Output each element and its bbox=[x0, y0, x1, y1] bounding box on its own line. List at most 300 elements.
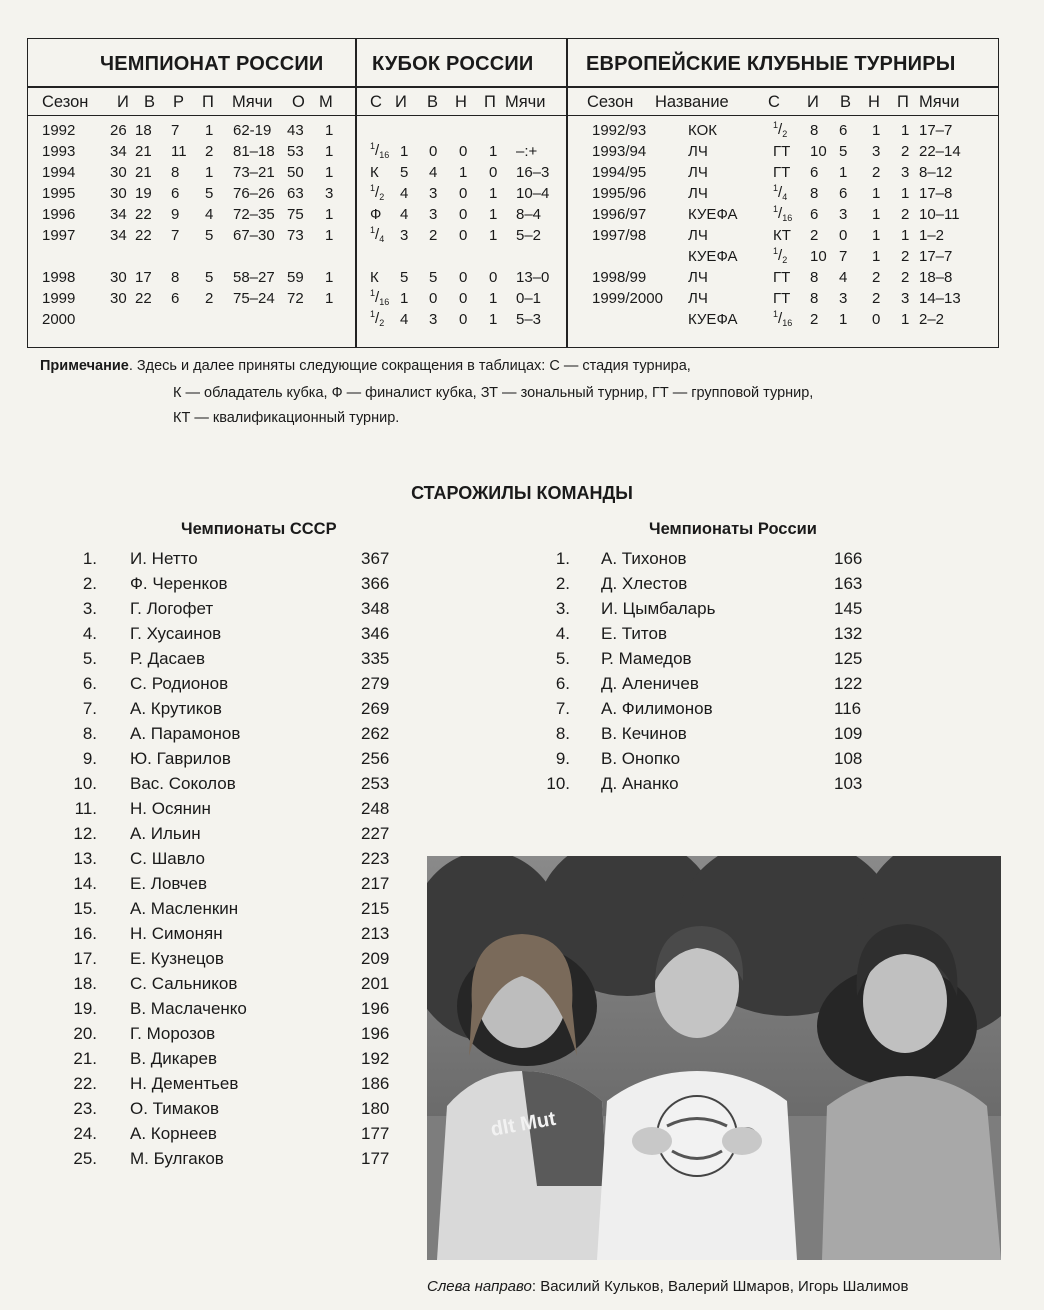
note-line-1 bbox=[40, 359, 691, 374]
euro-table-cell: 3 bbox=[901, 290, 910, 307]
champ-table-cell: 6 bbox=[171, 185, 180, 202]
veteran-matches: 215 bbox=[361, 899, 390, 918]
euro-column-header: Н bbox=[868, 93, 880, 111]
euro-table-cell: 6 bbox=[810, 206, 819, 223]
cup-table-cell: 4 bbox=[400, 311, 409, 328]
champ-table-cell: 5 bbox=[205, 227, 214, 244]
veteran-matches: 196 bbox=[361, 1024, 390, 1043]
veteran-rank: 4. bbox=[82, 624, 97, 643]
veteran-matches: 227 bbox=[361, 824, 390, 843]
euro-table-cell: 2 bbox=[901, 269, 910, 286]
euro-table-cell: 4 bbox=[839, 269, 848, 286]
veteran-matches: 166 bbox=[834, 549, 863, 568]
veteran-matches: 196 bbox=[361, 999, 390, 1018]
team-photo bbox=[427, 856, 1001, 1260]
cup-table-cell: К bbox=[370, 164, 379, 181]
veteran-rank: 10. bbox=[73, 774, 97, 793]
cup-table-cell: 0 bbox=[459, 227, 468, 244]
euro-table-cell: 1998/99 bbox=[592, 269, 647, 286]
euro-table-cell: $^1/_{16}$ bbox=[773, 204, 793, 223]
champ-table-cell: 75–24 bbox=[233, 290, 275, 307]
cup-table-cell: Ф bbox=[370, 206, 382, 223]
veteran-name: И. Нетто bbox=[130, 549, 198, 568]
champ-column-header: О bbox=[292, 93, 305, 111]
veteran-name: В. Кечинов bbox=[601, 724, 687, 743]
veteran-rank: 15. bbox=[73, 899, 97, 918]
cup-table-cell: 0 bbox=[489, 164, 498, 181]
euro-table-cell: ГТ bbox=[773, 290, 791, 307]
euro-table-cell: 2 bbox=[901, 206, 910, 223]
champ-column-header: В bbox=[144, 93, 156, 111]
euro-table-cell: 18–8 bbox=[919, 269, 953, 286]
euro-table-cell: 1999/2000 bbox=[592, 290, 663, 307]
veteran-rank: 1. bbox=[555, 549, 570, 568]
shirt-lettering: dlt Mut bbox=[489, 1107, 558, 1141]
champ-table-cell: 1 bbox=[325, 122, 334, 139]
champ-table-cell: 8 bbox=[171, 164, 180, 181]
cup-table-cell: 2 bbox=[429, 227, 438, 244]
euro-table-cell: 1 bbox=[839, 164, 848, 181]
cup-table-cell: 3 bbox=[400, 227, 409, 244]
champ-table-cell: 7 bbox=[171, 227, 180, 244]
euro-table-cell: 0 bbox=[872, 311, 881, 328]
cup-column-header: П bbox=[484, 93, 496, 111]
veteran-rank: 5. bbox=[555, 649, 570, 668]
euro-table-cell: 2 bbox=[872, 269, 881, 286]
veteran-matches: 223 bbox=[361, 849, 390, 868]
veteran-matches: 209 bbox=[361, 949, 390, 968]
cup-table-cell: 1 bbox=[489, 185, 498, 202]
cup-column-header: В bbox=[427, 93, 439, 111]
euro-table-cell: 1992/93 bbox=[592, 122, 647, 139]
euro-table-cell: 1993/94 bbox=[592, 143, 647, 160]
cup-table-cell: $^1/_2$ bbox=[370, 309, 385, 328]
cup-table-cell: 1 bbox=[489, 290, 498, 307]
euro-column-header: В bbox=[840, 93, 852, 111]
champ-table-cell: 34 bbox=[110, 143, 127, 160]
veteran-name: Г. Логофет bbox=[130, 599, 214, 618]
champ-table-cell: 1 bbox=[325, 143, 334, 160]
club-statistics-table bbox=[27, 38, 999, 348]
euro-table-cell: 1 bbox=[839, 311, 848, 328]
champ-table-cell: 73–21 bbox=[233, 164, 275, 181]
caption-prefix: Слева направо bbox=[427, 1278, 532, 1295]
euro-table-cell: 2 bbox=[872, 164, 881, 181]
team-photo-image bbox=[427, 856, 1001, 1260]
veteran-name: А. Тихонов bbox=[601, 549, 687, 568]
cup-table-cell: 3 bbox=[429, 206, 438, 223]
euro-table-cell: 17–8 bbox=[919, 185, 953, 202]
cup-table-cell: 3 bbox=[429, 185, 438, 202]
cup-table-cell: 1 bbox=[489, 311, 498, 328]
euro-table-cell: 14–13 bbox=[919, 290, 961, 307]
veteran-name: А. Крутиков bbox=[130, 699, 222, 718]
champ-table-cell: 50 bbox=[287, 164, 304, 181]
header-divider bbox=[28, 86, 998, 88]
cup-table-cell: 1 bbox=[400, 143, 409, 160]
euro-table-cell: 1 bbox=[872, 206, 881, 223]
veteran-matches: 125 bbox=[834, 649, 863, 668]
champ-table-cell: 9 bbox=[171, 206, 180, 223]
euro-table-cell: $^1/_2$ bbox=[773, 120, 788, 139]
russian-championship-title: ЧЕМПИОНАТ РОССИИ bbox=[100, 53, 324, 75]
veteran-matches: 186 bbox=[361, 1074, 390, 1093]
euro-table-cell: ЛЧ bbox=[688, 269, 708, 286]
champ-table-cell: 34 bbox=[110, 206, 127, 223]
photo-caption bbox=[427, 1278, 909, 1295]
euro-table-cell: 1994/95 bbox=[592, 164, 647, 181]
veteran-name: Н. Симонян bbox=[130, 924, 223, 943]
euro-table-cell: 8 bbox=[810, 290, 819, 307]
veteran-name: С. Шавло bbox=[130, 849, 205, 868]
veteran-rank: 3. bbox=[555, 599, 570, 618]
champ-table-cell: 43 bbox=[287, 122, 304, 139]
veteran-name: О. Тимаков bbox=[130, 1099, 220, 1118]
champ-table-cell: 1994 bbox=[42, 164, 76, 181]
euro-table-cell: 1 bbox=[901, 185, 910, 202]
euro-column-header: С bbox=[768, 93, 780, 111]
veteran-matches: 248 bbox=[361, 799, 390, 818]
note-line-2: К — обладатель кубка, Ф — финалист кубка, ЗТ — зональный турнир, ГТ — групповой турнир, bbox=[173, 385, 814, 401]
euro-column-header: Сезон bbox=[587, 93, 634, 111]
euro-table-cell: 6 bbox=[839, 122, 848, 139]
veteran-rank: 23. bbox=[73, 1099, 97, 1118]
cup-table-cell: $^1/_2$ bbox=[370, 183, 385, 202]
champ-table-cell: 3 bbox=[325, 185, 334, 202]
veteran-matches: 279 bbox=[361, 674, 390, 693]
euro-column-header: Мячи bbox=[919, 93, 960, 111]
euro-table-cell: 8 bbox=[810, 269, 819, 286]
euro-table-cell: 1997/98 bbox=[592, 227, 647, 244]
champ-table-cell: 1996 bbox=[42, 206, 76, 223]
champ-table-cell: 73 bbox=[287, 227, 304, 244]
champ-table-cell: 17 bbox=[135, 269, 152, 286]
veteran-rank: 4. bbox=[555, 624, 570, 643]
champ-table-cell: 22 bbox=[135, 290, 152, 307]
euro-table-cell: 3 bbox=[839, 206, 848, 223]
cup-table-cell: 1 bbox=[489, 206, 498, 223]
champ-table-cell: 19 bbox=[135, 185, 152, 202]
euro-table-cell: ЛЧ bbox=[688, 143, 708, 160]
cup-table-cell: 0 bbox=[459, 206, 468, 223]
cup-table-cell: 16–3 bbox=[516, 164, 550, 181]
cup-column-header: Мячи bbox=[505, 93, 546, 111]
champ-table-cell: 1 bbox=[205, 164, 214, 181]
veteran-rank: 22. bbox=[73, 1074, 97, 1093]
veteran-name: А. Масленкин bbox=[130, 899, 239, 918]
champ-table-cell: 2000 bbox=[42, 311, 76, 328]
veteran-name: Г. Хусаинов bbox=[130, 624, 222, 643]
cup-table-cell: 5–3 bbox=[516, 311, 542, 328]
champ-table-cell: 30 bbox=[110, 269, 127, 286]
veteran-matches: 116 bbox=[834, 699, 862, 718]
veteran-rank: 9. bbox=[555, 749, 570, 768]
champ-table-cell: 1992 bbox=[42, 122, 76, 139]
veteran-matches: 346 bbox=[361, 624, 390, 643]
veteran-rank: 2. bbox=[82, 574, 97, 593]
euro-table-cell: ГТ bbox=[773, 143, 791, 160]
veteran-matches: 192 bbox=[361, 1049, 390, 1068]
champ-table-cell: 6 bbox=[171, 290, 180, 307]
veteran-rank: 9. bbox=[82, 749, 97, 768]
veteran-name: Н. Дементьев bbox=[130, 1074, 239, 1093]
veteran-name: А. Филимонов bbox=[601, 699, 713, 718]
euro-table-cell: 2 bbox=[872, 290, 881, 307]
caption-names: : Василий Кульков, Валерий Шмаров, Игорь Шалимов bbox=[531, 1278, 909, 1295]
euro-table-cell: 10 bbox=[810, 143, 827, 160]
champ-table-cell: 75 bbox=[287, 206, 304, 223]
champ-table-cell: 72–35 bbox=[233, 206, 275, 223]
champ-table-cell: 1 bbox=[325, 290, 334, 307]
veteran-rank: 24. bbox=[73, 1124, 97, 1143]
veteran-name: Д. Аленичев bbox=[601, 674, 699, 693]
cup-table-cell: 5 bbox=[400, 269, 409, 286]
veteran-matches: 348 bbox=[361, 599, 390, 618]
ussr-championships-subheading: Чемпионаты СССР bbox=[181, 520, 337, 538]
cup-table-cell: 0 bbox=[459, 185, 468, 202]
euro-table-cell: 1–2 bbox=[919, 227, 945, 244]
veteran-name: Е. Кузнецов bbox=[130, 949, 224, 968]
champ-table-cell: 30 bbox=[110, 290, 127, 307]
cup-table-cell: 1 bbox=[489, 143, 498, 160]
champ-table-cell: 76–26 bbox=[233, 185, 275, 202]
veteran-matches: 103 bbox=[834, 774, 863, 793]
euro-table-cell: $^1/_{16}$ bbox=[773, 309, 793, 328]
veteran-rank: 2. bbox=[555, 574, 570, 593]
euro-table-cell: 3 bbox=[901, 164, 910, 181]
veteran-name: В. Маслаченко bbox=[130, 999, 247, 1018]
champ-table-cell: 1 bbox=[325, 269, 334, 286]
cup-table-cell: 8–4 bbox=[516, 206, 542, 223]
euro-table-cell: 22–14 bbox=[919, 143, 961, 160]
cup-table-cell: 0 bbox=[489, 269, 498, 286]
champ-table-cell: 62-19 bbox=[233, 122, 272, 139]
veteran-name: А. Парамонов bbox=[130, 724, 241, 743]
cup-table-cell: 1 bbox=[400, 290, 409, 307]
champ-column-header: И bbox=[117, 93, 129, 111]
champ-table-cell: 7 bbox=[171, 122, 180, 139]
champ-table-cell: 58–27 bbox=[233, 269, 275, 286]
veteran-matches: 253 bbox=[361, 774, 390, 793]
champ-column-header: Сезон bbox=[42, 93, 89, 111]
european-tournaments-title: ЕВРОПЕЙСКИЕ КЛУБНЫЕ ТУРНИРЫ bbox=[586, 53, 956, 75]
veteran-name: Ф. Черенков bbox=[130, 574, 228, 593]
veteran-name: С. Сальников bbox=[130, 974, 238, 993]
euro-table-cell: 10–11 bbox=[919, 206, 960, 223]
euro-table-cell: 8 bbox=[810, 122, 819, 139]
euro-table-cell: 2 bbox=[810, 311, 819, 328]
veteran-rank: 18. bbox=[73, 974, 97, 993]
veteran-matches: 335 bbox=[361, 649, 390, 668]
veterans-heading: СТАРОЖИЛЫ КОМАНДЫ bbox=[411, 483, 633, 503]
champ-table-cell: 1999 bbox=[42, 290, 76, 307]
champ-table-cell: 22 bbox=[135, 206, 152, 223]
euro-table-cell: 1 bbox=[872, 185, 881, 202]
euro-table-cell: ЛЧ bbox=[688, 290, 708, 307]
cup-table-cell: 0 bbox=[459, 269, 468, 286]
cup-column-header: С bbox=[370, 93, 382, 111]
euro-table-cell: 17–7 bbox=[919, 248, 953, 265]
euro-table-cell: 1 bbox=[901, 227, 910, 244]
champ-table-cell: 1 bbox=[325, 227, 334, 244]
euro-table-cell: 6 bbox=[810, 164, 819, 181]
veteran-rank: 8. bbox=[555, 724, 570, 743]
euro-table-cell: 1 bbox=[872, 122, 881, 139]
veteran-name: Н. Осянин bbox=[130, 799, 211, 818]
champ-table-cell: 21 bbox=[135, 143, 152, 160]
champ-table-cell: 59 bbox=[287, 269, 304, 286]
veteran-rank: 16. bbox=[73, 924, 97, 943]
veteran-matches: 366 bbox=[361, 574, 390, 593]
veteran-matches: 262 bbox=[361, 724, 390, 743]
champ-table-cell: 11 bbox=[171, 143, 187, 160]
veteran-matches: 177 bbox=[361, 1149, 390, 1168]
euro-table-cell: 1 bbox=[872, 227, 881, 244]
euro-table-cell: ЛЧ bbox=[688, 227, 708, 244]
veteran-matches: 163 bbox=[834, 574, 863, 593]
cup-table-cell: 1 bbox=[489, 227, 498, 244]
veteran-rank: 7. bbox=[555, 699, 570, 718]
cup-table-cell: 5 bbox=[400, 164, 409, 181]
veteran-rank: 11. bbox=[74, 799, 97, 818]
euro-table-cell: $^1/_4$ bbox=[773, 183, 788, 202]
cup-table-cell: 4 bbox=[429, 164, 438, 181]
veteran-matches: 177 bbox=[361, 1124, 390, 1143]
champ-table-cell: 30 bbox=[110, 164, 127, 181]
euro-table-cell: ЛЧ bbox=[688, 185, 708, 202]
cup-table-cell: 0 bbox=[459, 311, 468, 328]
veteran-name: Е. Ловчев bbox=[130, 874, 208, 893]
champ-table-cell: 2 bbox=[205, 290, 214, 307]
cup-table-cell: 13–0 bbox=[516, 269, 550, 286]
cup-table-cell: 3 bbox=[429, 311, 438, 328]
veteran-name: Р. Мамедов bbox=[601, 649, 692, 668]
champ-table-cell: 1 bbox=[325, 164, 334, 181]
cup-table-cell: $^1/_4$ bbox=[370, 225, 385, 244]
champ-table-cell: 1998 bbox=[42, 269, 76, 286]
cup-table-cell: $^1/_{16}$ bbox=[370, 288, 390, 307]
euro-table-cell: 3 bbox=[872, 143, 881, 160]
veteran-matches: 269 bbox=[361, 699, 390, 718]
euro-table-cell: 17–7 bbox=[919, 122, 953, 139]
euro-table-cell: 1 bbox=[901, 122, 910, 139]
champ-table-cell: 53 bbox=[287, 143, 304, 160]
cup-table-cell: К bbox=[370, 269, 379, 286]
cup-table-cell: $^1/_{16}$ bbox=[370, 141, 390, 160]
euro-table-cell: КУЕФА bbox=[688, 248, 738, 265]
euro-table-cell: ГТ bbox=[773, 164, 791, 181]
veteran-rank: 12. bbox=[73, 824, 97, 843]
veteran-matches: 201 bbox=[361, 974, 390, 993]
veteran-name: И. Цымбаларь bbox=[601, 599, 716, 618]
champ-table-cell: 1995 bbox=[42, 185, 76, 202]
euro-table-cell: ГТ bbox=[773, 269, 791, 286]
veteran-rank: 19. bbox=[73, 999, 97, 1018]
euro-table-cell: 3 bbox=[839, 290, 848, 307]
veteran-name: Д. Ананко bbox=[601, 774, 679, 793]
veteran-matches: 109 bbox=[834, 724, 863, 743]
cup-table-cell: –:+ bbox=[516, 143, 538, 160]
champ-table-cell: 1997 bbox=[42, 227, 76, 244]
veteran-rank: 6. bbox=[555, 674, 570, 693]
cup-table-cell: 4 bbox=[400, 206, 409, 223]
veteran-matches: 132 bbox=[834, 624, 863, 643]
cup-table-cell: 0–1 bbox=[516, 290, 542, 307]
euro-table-cell: 7 bbox=[839, 248, 848, 265]
euro-table-cell: 1996/97 bbox=[592, 206, 647, 223]
veteran-matches: 108 bbox=[834, 749, 863, 768]
euro-table-cell: 1 bbox=[872, 248, 881, 265]
veteran-rank: 3. bbox=[82, 599, 97, 618]
veteran-name: Е. Титов bbox=[601, 624, 667, 643]
euro-table-cell: КУЕФА bbox=[688, 311, 738, 328]
note-line-3: КТ — квалификационный турнир. bbox=[173, 410, 400, 426]
champ-table-cell: 1993 bbox=[42, 143, 76, 160]
champ-column-header: Мячи bbox=[232, 93, 273, 111]
veteran-rank: 25. bbox=[73, 1149, 97, 1168]
champ-column-header: М bbox=[319, 93, 333, 111]
veteran-name: М. Булгаков bbox=[130, 1149, 224, 1168]
euro-table-cell: 0 bbox=[839, 227, 848, 244]
cup-table-cell: 10–4 bbox=[516, 185, 550, 202]
euro-table-cell: КУЕФА bbox=[688, 206, 738, 223]
veteran-matches: 367 bbox=[361, 549, 390, 568]
champ-table-cell: 4 bbox=[205, 206, 214, 223]
euro-column-header: П bbox=[897, 93, 909, 111]
cup-table-cell: 1 bbox=[459, 164, 468, 181]
veteran-matches: 122 bbox=[834, 674, 863, 693]
veteran-name: Ю. Гаврилов bbox=[130, 749, 231, 768]
veteran-rank: 8. bbox=[82, 724, 97, 743]
champ-column-header: Р bbox=[173, 93, 185, 111]
veteran-rank: 10. bbox=[546, 774, 570, 793]
euro-table-cell: 2 bbox=[810, 227, 819, 244]
champ-table-cell: 22 bbox=[135, 227, 152, 244]
euro-table-cell: ЛЧ bbox=[688, 164, 708, 181]
champ-table-cell: 8 bbox=[171, 269, 180, 286]
cup-table-cell: 5–2 bbox=[516, 227, 542, 244]
cup-table-cell: 0 bbox=[429, 143, 438, 160]
cup-column-header: И bbox=[395, 93, 407, 111]
champ-table-cell: 34 bbox=[110, 227, 127, 244]
cup-table-cell: 0 bbox=[429, 290, 438, 307]
euro-table-cell: КТ bbox=[773, 227, 791, 244]
champ-table-cell: 1 bbox=[325, 206, 334, 223]
veteran-rank: 6. bbox=[82, 674, 97, 693]
champ-table-cell: 26 bbox=[110, 122, 127, 139]
euro-table-cell: 6 bbox=[839, 185, 848, 202]
veteran-matches: 145 bbox=[834, 599, 863, 618]
veteran-rank: 13. bbox=[73, 849, 97, 868]
champ-table-cell: 5 bbox=[205, 185, 214, 202]
veteran-name: Вас. Соколов bbox=[130, 774, 236, 793]
veteran-rank: 20. bbox=[73, 1024, 97, 1043]
champ-table-cell: 81–18 bbox=[233, 143, 275, 160]
champ-column-header: П bbox=[202, 93, 214, 111]
euro-table-cell: 2 bbox=[901, 248, 910, 265]
veteran-matches: 256 bbox=[361, 749, 390, 768]
note-text-1: . Здесь и далее приняты следующие сокращения в таблицах: С — стадия турнира, bbox=[128, 358, 691, 374]
cup-table-cell: 5 bbox=[429, 269, 438, 286]
cup-table-cell: 0 bbox=[459, 143, 468, 160]
champ-table-cell: 5 bbox=[205, 269, 214, 286]
veteran-rank: 21. bbox=[73, 1049, 97, 1068]
euro-column-header: Название bbox=[655, 93, 729, 111]
veteran-name: В. Онопко bbox=[601, 749, 681, 768]
veteran-name: Р. Дасаев bbox=[130, 649, 205, 668]
veteran-rank: 1. bbox=[82, 549, 97, 568]
euro-table-cell: $^1/_2$ bbox=[773, 246, 788, 265]
